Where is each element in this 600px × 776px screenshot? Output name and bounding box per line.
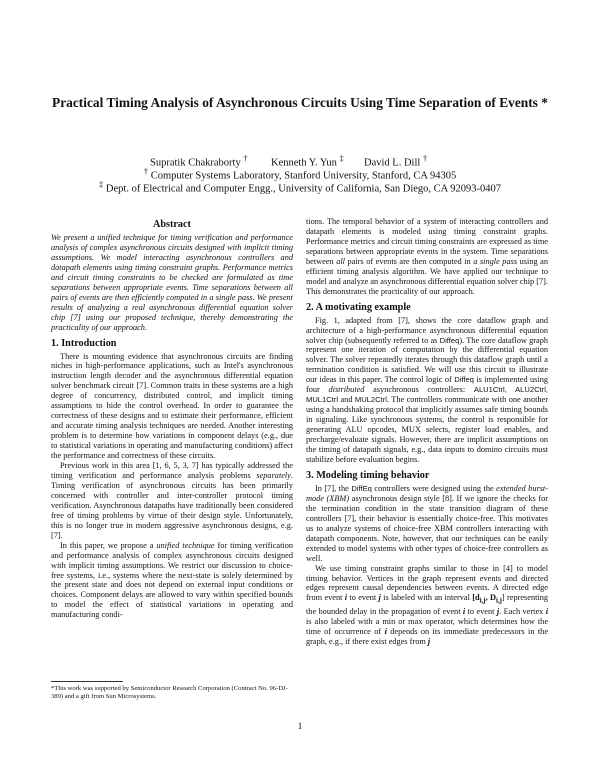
footnote: *This work was supported by Semiconductor Research Corporation (Contract No. 96-DJ-389) and a gift from Sun Microsystems. <box>51 685 288 701</box>
right-column <box>306 217 548 647</box>
page-number: 1 <box>297 722 303 732</box>
modeling-paragraph-1: In [7], the DiffEq controllers were designed using the extended burst-mode (XBM) asynchronous design style [8]. If we ignore the checks for the termination condition in the state transition diagram of these controllers [7], their behavior is essentially choice-free. This motivates us to analyze systems of choice-free XBM controllers interacting with datapath components. Note, however, that our techniques can be easily extended to model systems with other types of choice-free controllers as well. <box>306 483 548 563</box>
modeling-paragraph-2: We use timing constraint graphs similar to those in [4] to model timing behavior. Vertices in the graph represent events and directed edges represent causal dependencies between events. A directed edge from event i to event j is labeled with an interval [$d_{i,j}$, $D_{i,j}$] representing the bounded delay in the propagation of event i to event j. Each vertex i is also labeled with a min or max operator, which determines how the time of occurrence of i depends on its immediate predecessors in the graph, e.g., if there exist edges from j <box>306 563 549 646</box>
intro-paragraph-3: In this paper, we propose a unified technique for timing verification and performance analysis of complex asynchronous circuits designed with implicit timing assumptions. We restrict our discussion to choice-free systems, i.e., systems where the next-state is solely determined by the present state and does not depend on external input conditions or choices. Component delays are allowed to vary within specified bounds to model the effect of statistical variations in operating and manufacturing condi- <box>51 540 293 620</box>
affiliation-1: † Computer Systems Laboratory, Stanford University, Stanford, CA 94305 <box>143 166 457 182</box>
author-2: Kenneth Y. Yun ‡ <box>271 153 344 169</box>
section-3-heading: 3. Modeling timing behavior <box>306 469 430 481</box>
affiliation-2: ‡ Dept. of Electrical and Computer Engg., University of California, San Diego, CA 92093-0407 <box>98 179 502 195</box>
intro-continued: tions. The temporal behavior of a system of interacting controllers and datapath elements is modeled using timing constraint graphs. Performance metrics and circuit timing constraints are expressed as time separations between appropriate events in the system. Time separations between all pairs of events are then computed in a single pass using an efficient timing analysis algorithm. We have applied our technique to model and analyze an asynchronous differential equation solver chip [7]. This demonstrates the practicality of our approach. <box>306 217 548 296</box>
intro-paragraph-1: There is mounting evidence that asynchronous circuits are finding niches in high-performance applications, such as Intel's asynchronous instruction length decoder and the asynchronous differential equation solver benchmark circuit [7]. Common traits in these systems are a high degree of concurrency, distributed control, and implicit timing assumptions to hide the control overhead. In order to guarantee the correctness of these designs and to estimate their performance, efficient and accurate timing analysis techniques are needed. Another interesting problem is to determine how variations in component delays (e.g., due to statistical variations in operating and manufacturing conditions) affect the performance and correctness of these circuits. <box>51 351 293 461</box>
paper-title: Practical Timing Analysis of Asynchronous Circuits Using Time Separation of Events * <box>52 95 548 110</box>
section-2-heading: 2. A motivating example <box>306 301 411 313</box>
abstract-heading: Abstract <box>153 219 191 230</box>
left-column <box>51 218 293 620</box>
section-1-heading: 1. Introduction <box>51 337 117 349</box>
author-1: Supratik Chakraborty † <box>150 153 248 169</box>
intro-paragraph-2: Previous work in this area [1, 6, 5, 3, 7] has typically addressed the timing verification and performance analysis problems separately. Timing verification of asynchronous circuits has been primarily concerned with controller and inter-controller protocol timing verification. Asynchronous datapaths have traditionally been considered free of timing problems by virtue of their design style. Unfortunately, this is no longer true in modern aggressive asynchronous designs, e.g. [7]. <box>51 461 293 540</box>
footnote-rule <box>51 681 123 682</box>
author-3: David L. Dill † <box>364 153 428 169</box>
abstract-text: We present a unified technique for timing verification and performance analysis of complex asynchronous circuits designed with implicit timing assumptions. We model interacting asynchronous controllers and datapath elements using timing constraint graphs. Performance metrics and circuit timing constraints to be checked are formulated as time separations between appropriate events. Time separations between all pairs of events are then efficiently computed in a single pass. We present results of analyzing a real asynchronous differential equation solver chip [7] using our proposed technique, thereby demonstrating the practicality of our approach. <box>51 233 293 332</box>
motivating-paragraph: Fig. 1, adapted from [7], shows the core dataflow graph and architecture of a high-performance asynchronous differential equation solver chip (subsequently referred to as Diffeq). The core dataflow graph represent one iteration of computation by the differential equation solver. The solver repeatedly iterates through this dataflow graph until a termination condition is satisfied. We will use this circuit to illustrate our ideas in this paper. The control logic of Diffeq is implemented using four distributed asynchronous controllers: ALU1Ctrl, ALU2Ctrl, MUL1Ctrl and MUL2Ctrl. The controllers communicate with one another using a handshaking protocol that implicitly assumes safe timing bounds in signaling. Like synchronous systems, the control is responsible for generating ALU opcodes, MUX selects, register load enables, and precharge/evaluate signals. However, there are implicit assumptions on the timing of datapath signals, e.g., data inputs to domino circuits must stabilize before evaluation begins. <box>306 315 548 464</box>
